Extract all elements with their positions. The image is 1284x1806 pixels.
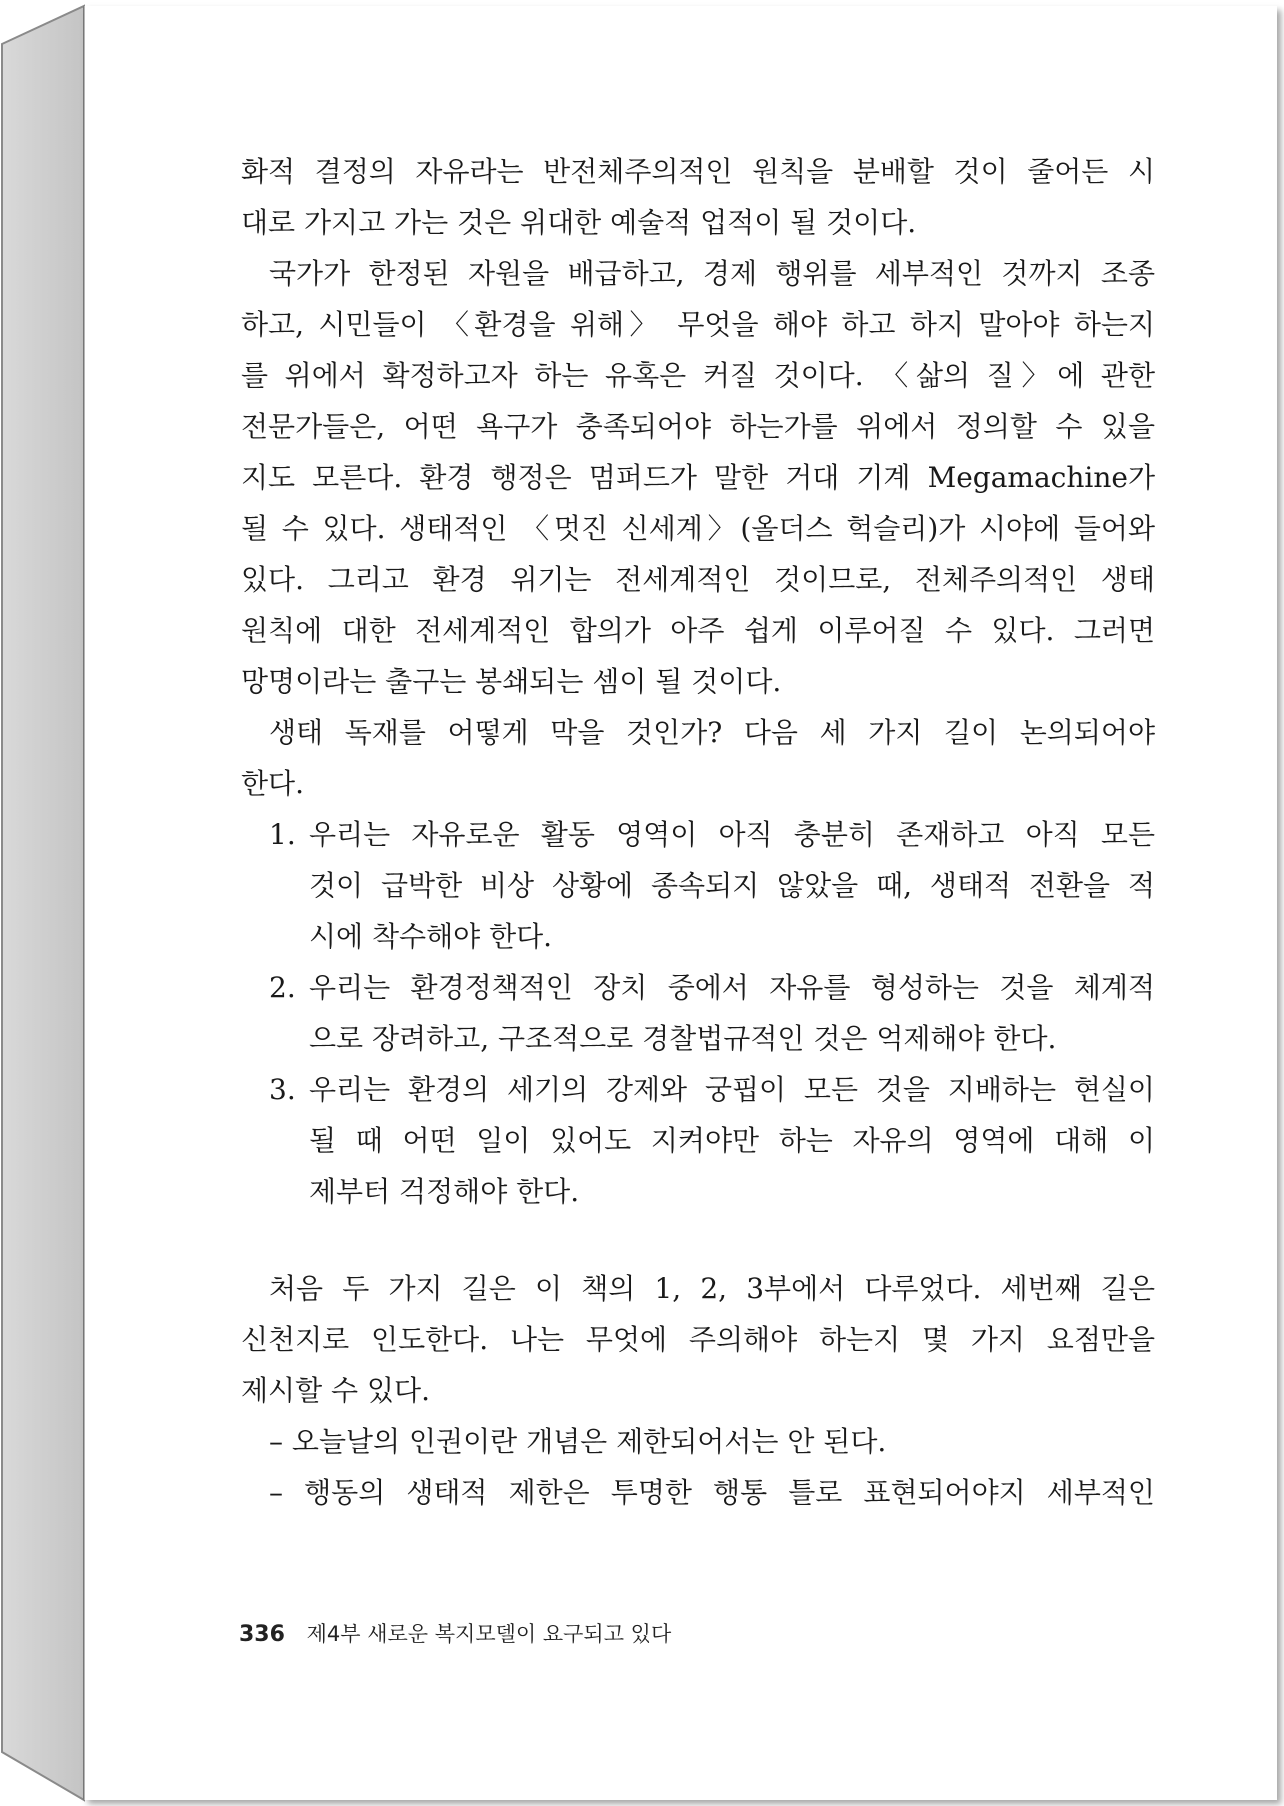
list-number: 2. <box>269 971 296 1004</box>
numbered-list <box>241 809 1241 1217</box>
paragraph-line: 원칙에 대한 전세계적인 합의가 아주 쉽게 이루어질 수 있다. 그러면 <box>241 614 1155 647</box>
book-page <box>84 6 1277 1800</box>
list-item-line: 제부터 걱정해야 한다. <box>309 1175 580 1208</box>
list-number: 1. <box>269 818 296 851</box>
paragraph-line: 있다. 그리고 환경 위기는 전세계적인 것이므로, 전체주의적인 생태 <box>241 563 1155 596</box>
paragraph-line: 대로 가지고 가는 것은 위대한 예술적 업적이 될 것이다. <box>241 206 917 239</box>
paragraph-line: 하고, 시민들이 〈환경을 위해〉 무엇을 해야 하고 하지 말아야 하는지 <box>241 308 1155 341</box>
paragraph-line: 화적 결정의 자유라는 반전체주의적인 원칙을 분배할 것이 줄어든 시 <box>241 155 1155 188</box>
page-footer <box>239 1618 671 1648</box>
running-title: 제4부 새로운 복지모델이 요구되고 있다 <box>306 1622 672 1646</box>
list-item-line: 될 때 어떤 일이 있어도 지켜야만 하는 자유의 영역에 대해 이 <box>309 1124 1155 1157</box>
paragraph-line: 지도 모른다. 환경 행정은 멈퍼드가 말한 거대 기계 Megamachine가 <box>241 461 1155 494</box>
paragraph-line: 전문가들은, 어떤 욕구가 충족되어야 하는가를 위에서 정의할 수 있을 <box>241 410 1155 443</box>
list-item-first-line <box>241 962 1155 1013</box>
list-item <box>241 809 1241 962</box>
paragraph-line: 처음 두 가지 길은 이 책의 1, 2, 3부에서 다루었다. 세번째 길은 <box>269 1272 1155 1305</box>
paragraph-line: 생태 독재를 어떻게 막을 것인가? 다음 세 가지 길이 논의되어야 <box>269 716 1155 749</box>
paragraph-line: 망명이라는 출구는 봉쇄되는 셈이 될 것이다. <box>241 665 782 698</box>
list-item-text: 우리는 환경의 세기의 강제와 궁핍이 모든 것을 지배하는 현실이 <box>309 1073 1155 1106</box>
paragraph-line: 를 위에서 확정하고자 하는 유혹은 커질 것이다. 〈삶의 질〉에 관한 <box>241 359 1155 392</box>
dash-item: – 오늘날의 인권이란 개념은 제한되어서는 안 된다. <box>269 1425 887 1458</box>
page-number: 336 <box>239 1622 285 1647</box>
page-body <box>241 146 1241 1518</box>
paragraph-line: 한다. <box>241 767 304 800</box>
list-item-text: 우리는 자유로운 활동 영역이 아직 충분히 존재하고 아직 모든 <box>309 818 1155 851</box>
list-item <box>241 962 1241 1064</box>
paragraph-line: 제시할 수 있다. <box>241 1374 430 1407</box>
list-item-line: 으로 장려하고, 구조적으로 경찰법규적인 것은 억제해야 한다. <box>309 1022 1057 1055</box>
dash-item: – 행동의 생태적 제한은 투명한 행통 틀로 표현되어야지 세부적인 <box>269 1476 1155 1509</box>
list-item-first-line <box>241 809 1155 860</box>
paragraph-line: 국가가 한정된 자원을 배급하고, 경제 행위를 세부적인 것까지 조종 <box>269 257 1155 290</box>
list-item-text: 우리는 환경정책적인 장치 중에서 자유를 형성하는 것을 체계적 <box>309 971 1155 1004</box>
paragraph-line: 될 수 있다. 생태적인 〈멋진 신세계〉(올더스 헉슬리)가 시야에 들어와 <box>241 512 1155 545</box>
list-number: 3. <box>269 1073 296 1106</box>
list-item-first-line <box>241 1064 1155 1115</box>
list-item-line: 시에 착수해야 한다. <box>309 920 553 953</box>
list-item <box>241 1064 1241 1217</box>
paragraph-gap <box>241 1217 1241 1263</box>
paragraph-line: 신천지로 인도한다. 나는 무엇에 주의해야 하는지 몇 가지 요점만을 <box>241 1323 1155 1356</box>
list-item-line: 것이 급박한 비상 상황에 종속되지 않았을 때, 생태적 전환을 적 <box>309 869 1155 902</box>
